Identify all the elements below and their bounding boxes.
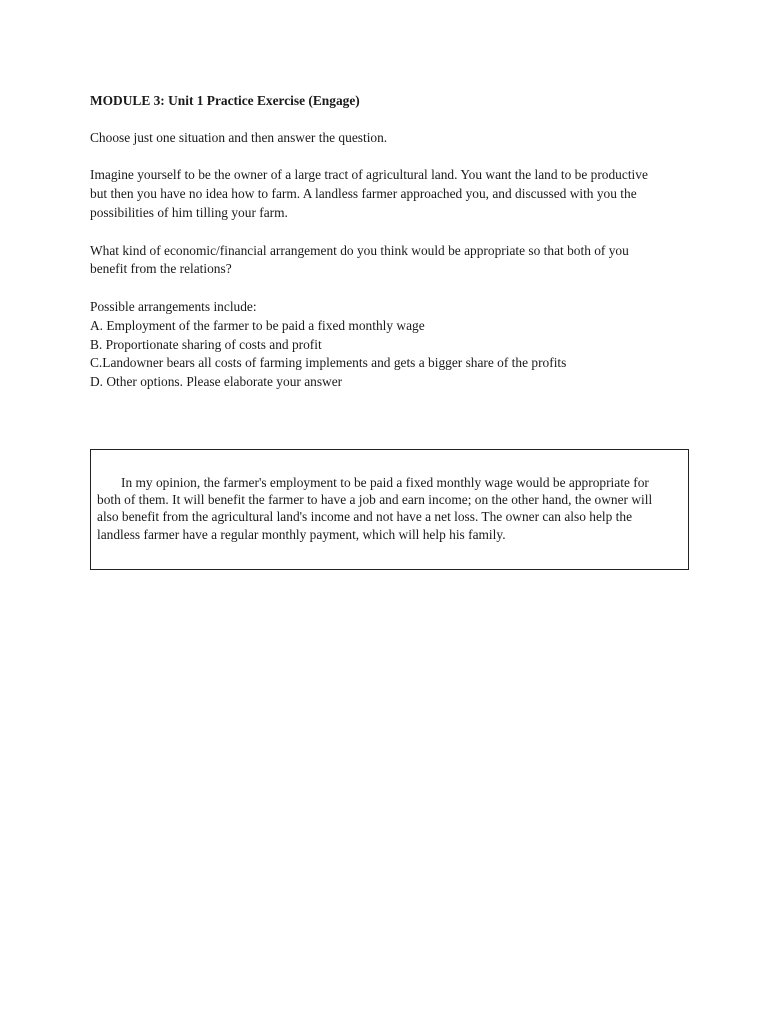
scenario-paragraph xyxy=(90,166,690,222)
question-paragraph xyxy=(90,242,690,280)
option-item-b: B. Proportionate sharing of costs and profit xyxy=(90,336,322,352)
answer-line: landless farmer have a regular monthly payment, which will help his family. xyxy=(97,526,506,542)
instruction-text: Choose just one situation and then answer the question. xyxy=(90,129,388,145)
scenario-line: but then you have no idea how to farm. A landless farmer approached you, and discussed with you the xyxy=(90,186,637,202)
question-line: What kind of economic/financial arrangement do you think would be appropriate so that both of you xyxy=(90,242,629,258)
answer-line: In my opinion, the farmer's employment to be paid a fixed monthly wage would be appropriate for xyxy=(121,475,649,490)
option-item-d: D. Other options. Please elaborate your answer xyxy=(90,374,343,390)
answer-line: both of them. It will benefit the farmer to have a job and earn income; on the other hand, the owner will xyxy=(97,492,653,508)
scenario-line: Imagine yourself to be the owner of a large tract of agricultural land. You want the land to be productive xyxy=(90,167,648,183)
answer-box xyxy=(90,449,689,570)
question-line: benefit from the relations? xyxy=(90,261,232,277)
document-body xyxy=(90,92,690,392)
scenario-line: possibilities of him tilling your farm. xyxy=(90,204,288,220)
option-item-c: C.Landowner bears all costs of farming implements and gets a bigger share of the profits xyxy=(90,355,567,371)
option-item-a: A. Employment of the farmer to be paid a fixed monthly wage xyxy=(90,317,425,333)
options-intro: Possible arrangements include: xyxy=(90,298,257,314)
options-section xyxy=(90,298,690,392)
answer-line: also benefit from the agricultural land's income and not have a net loss. The owner can also help the xyxy=(97,509,633,525)
options-list xyxy=(90,317,690,392)
module-title: MODULE 3: Unit 1 Practice Exercise (Engage) xyxy=(90,93,360,108)
